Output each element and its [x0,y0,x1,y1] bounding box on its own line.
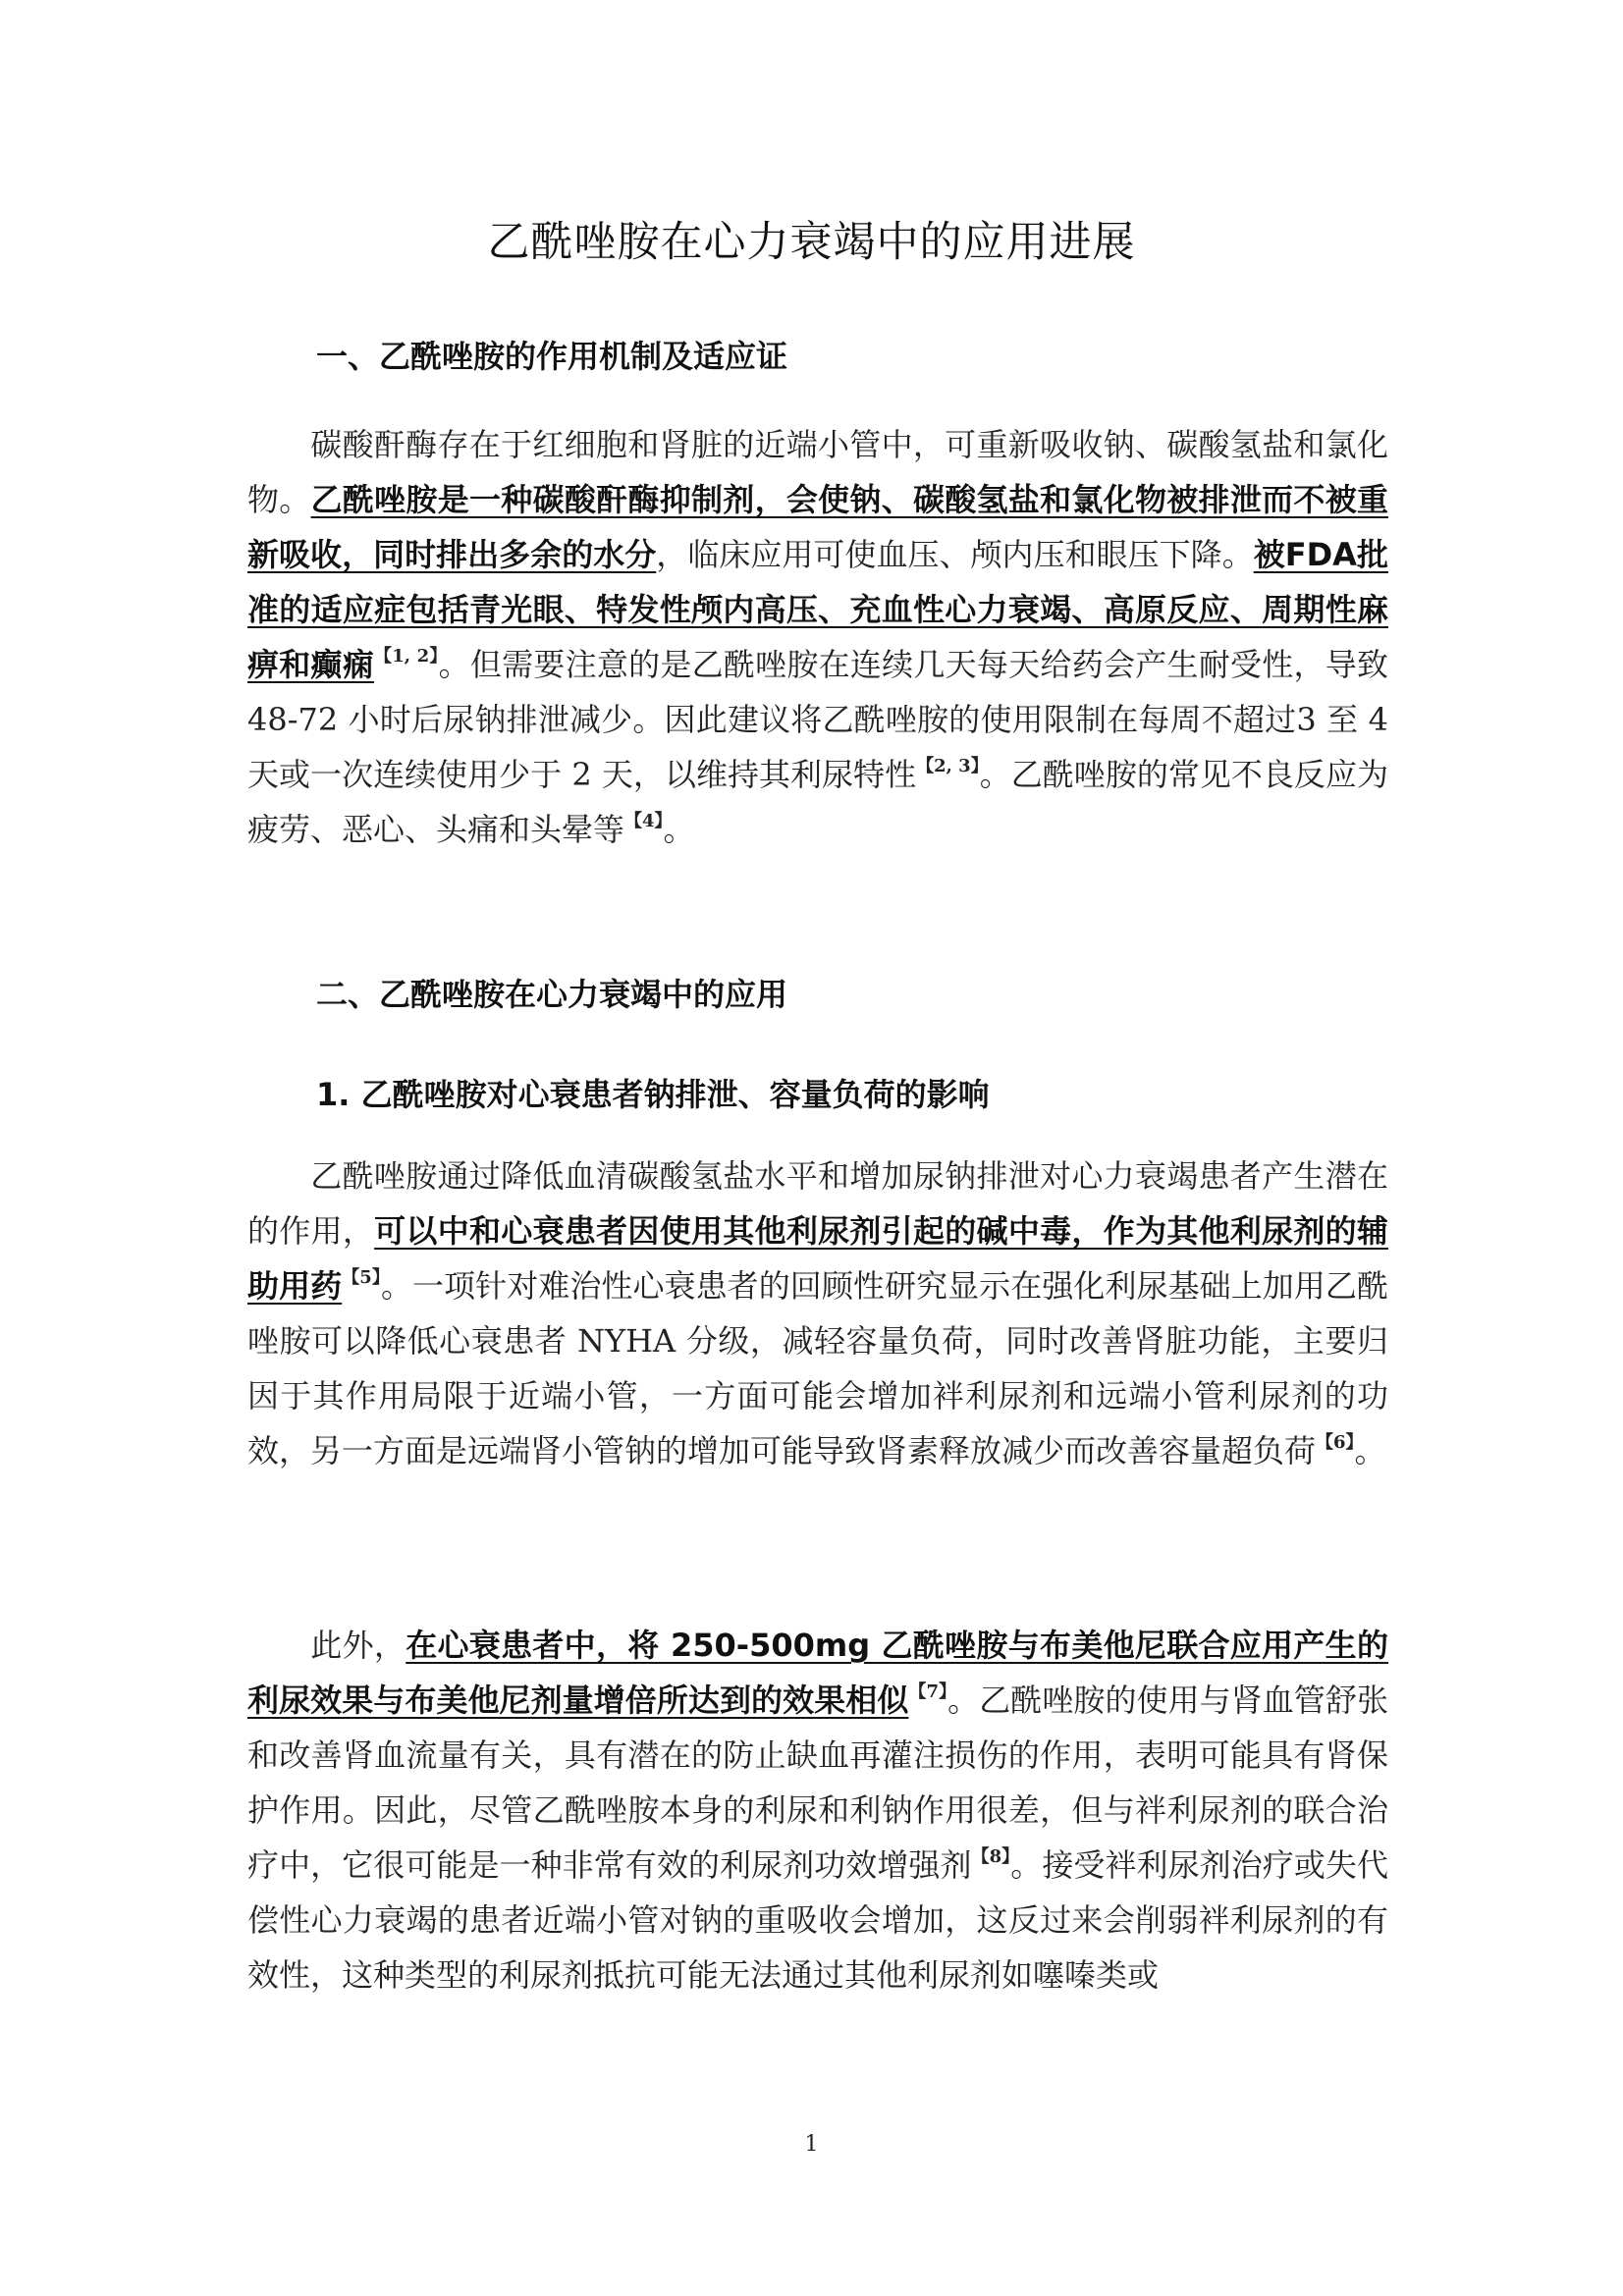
citation-ref: 【7】 [908,1682,948,1702]
citation-ref: 【1, 2】 [374,646,439,667]
p1-text-4: 。乙酰唑胺的常见不良反应为疲劳、恶心、头痛和头晕等 [247,756,1388,848]
p1-text-5: 。 [663,811,695,848]
p3-text-1: 此外， [310,1627,406,1664]
citation-ref: 【8】 [971,1846,1011,1867]
p1-text-2: ，临床应用可使血压、颅内压和眼压下降。 [656,536,1254,573]
citation-ref: 【5】 [342,1267,381,1288]
p3-text-2: 。乙酰唑胺的使用与肾血管舒张和改善肾血流量有关，具有潜在的防止缺血再灌注损伤的作用，表明可能具有肾保护作用。因此，尽管乙酰唑胺本身的利尿和利钠作用很差，但与袢利尿剂的联合治疗中，它很可能是一种非常有效的利尿剂功效增强剂 [247,1682,1388,1884]
p2-emphasis-1: 可以中和心衰患者因使用其他利尿剂引起的碱中毒，作为其他利尿剂的辅助用药 [247,1212,1388,1305]
paragraph-2 [247,1148,1388,1478]
paragraph-1 [247,417,1388,857]
citation-ref: 【2, 3】 [916,756,980,776]
p1-emphasis-2: 被FDA批准的适应症包括青光眼、特发性颅内高压、充血性心力衰竭、高原反应、周期性麻痹和癫痫 [247,536,1388,683]
p2-text-1: 乙酰唑胺通过降低血清碳酸氢盐水平和增加尿钠排泄对心力衰竭患者产生潜在的作用， [247,1157,1388,1250]
p1-emphasis-1: 乙酰唑胺是一种碳酸酐酶抑制剂，会使钠、碳酸氢盐和氯化物被排泄而不被重新吸收，同时排出多余的水分 [247,481,1388,573]
p1-text-3: 。但需要注意的是乙酰唑胺在连续几天每天给药会产生耐受性，导致 48-72 小时后尿钠排泄减少。因此建议将乙酰唑胺的使用限制在每周不超过3 至 4 天或一次连续使用少于 2 天，以维持其利尿特性 [247,646,1388,793]
section-heading-2: 二、乙酰唑胺在心力衰竭中的应用 [316,976,788,1013]
document-title: 乙酰唑胺在心力衰竭中的应用进展 [487,218,1136,267]
subsection-heading-1: 1. 乙酰唑胺对心衰患者钠排泄、容量负荷的影响 [316,1076,990,1113]
p2-text-2: 。一项针对难治性心衰患者的回顾性研究显示在强化利尿基础上加用乙酰唑胺可以降低心衰患者 NYHA 分级，减轻容量负荷，同时改善肾脏功能，主要归因于其作用局限于近端小管，一方面可能会增加袢利尿剂和远端小管利尿剂的功效，另一方面是远端肾小管钠的增加可能导致肾素释放减少而改善容量超负荷 [247,1267,1388,1469]
p2-text-3: 。 [1354,1432,1386,1469]
citation-ref: 【4】 [624,811,664,831]
citation-ref: 【6】 [1316,1432,1355,1453]
section-heading-1: 一、乙酰唑胺的作用机制及适应证 [316,338,788,375]
p3-text-3: 。接受袢利尿剂治疗或失代偿性心力衰竭的患者近端小管对钠的重吸收会增加，这反过来会削弱袢利尿剂的有效性，这种类型的利尿剂抵抗可能无法通过其他利尿剂如噻嗪类或 [247,1846,1388,1994]
p1-text-1: 碳酸酐酶存在于红细胞和肾脏的近端小管中，可重新吸收钠、碳酸氢盐和氯化物。 [247,426,1388,518]
p3-emphasis-1: 在心衰患者中，将 250-500mg 乙酰唑胺与布美他尼联合应用产生的利尿效果与布美他尼剂量增倍所达到的效果相似 [247,1627,1388,1719]
paragraph-3 [247,1618,1388,2002]
page-number: 1 [804,2132,819,2157]
